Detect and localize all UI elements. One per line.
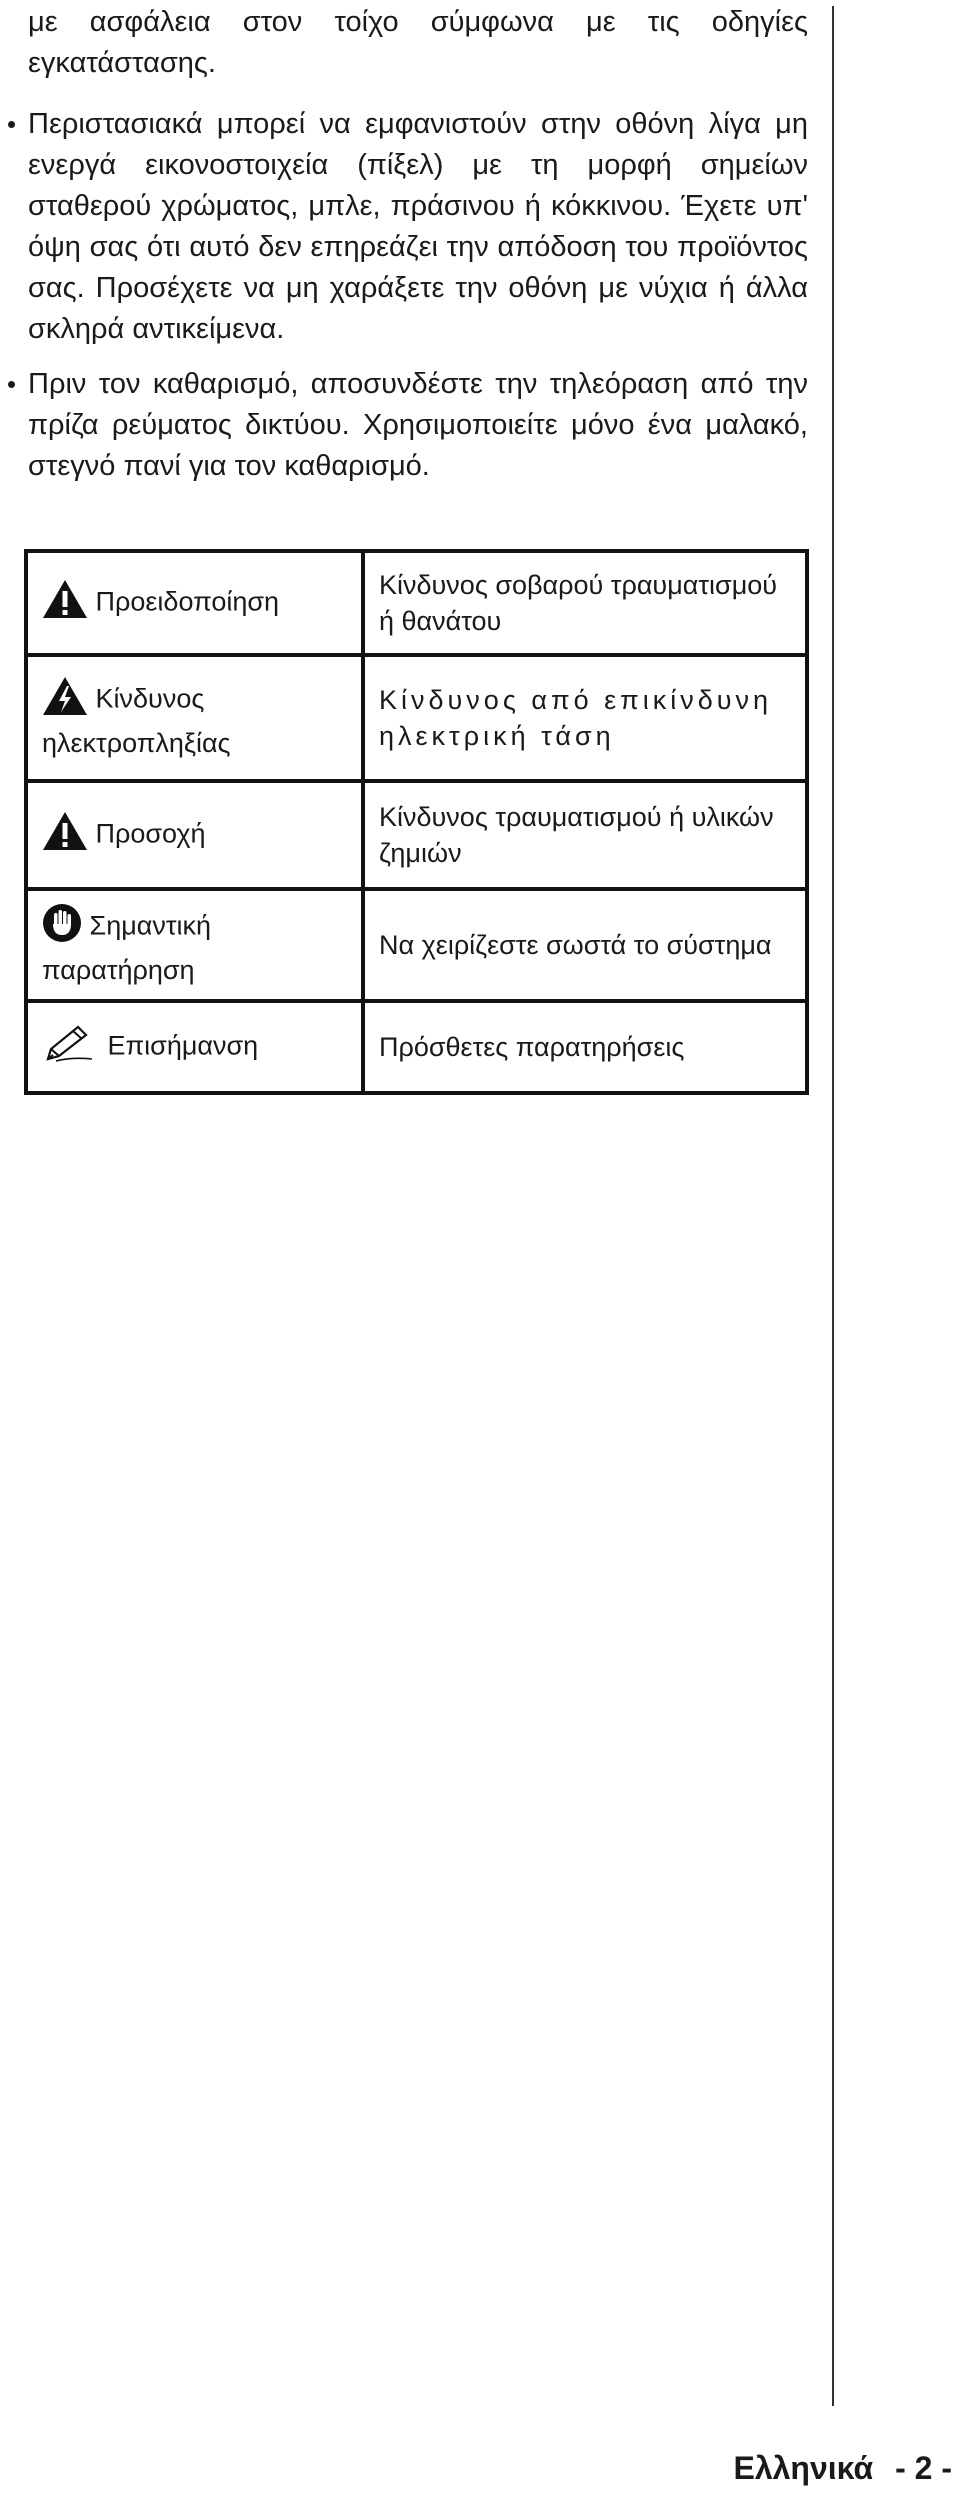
hand-stop-icon (42, 903, 82, 952)
bullet-dead-pixels: Περιστασιακά μπορεί να εμφανιστούν στην οθόνη λίγα μη ενεργά εικονοστοιχεία (πίξελ) με τη μορφή σημείων σταθερού χρώματος, μπλε, πράσινου ή κόκκινου. Έχετε υπ' όψη σας ότι αυτό δεν επηρεάζει την απόδοση του προϊόντος σας. Προσέχετε να μη χαράξετε την οθόνη με νύχια ή άλλα σκληρά αντικείμενα. (8, 104, 808, 350)
symbol-term: Σημαντική παρατήρηση (42, 910, 212, 985)
caution-triangle-icon (42, 811, 88, 860)
warning-triangle-icon (42, 579, 88, 628)
bullet-cleaning: Πριν τον καθαρισμό, αποσυνδέστε την τηλεόραση από την πρίζα ρεύματος δικτύου. Χρησιμοποιείτε μόνο ένα μαλακό, στεγνό πανί για τον καθαρισμό. (8, 364, 808, 487)
page-footer (733, 2450, 952, 2487)
symbol-term: Προσοχή (95, 818, 206, 849)
symbol-cell (26, 551, 363, 655)
table-row (26, 655, 807, 781)
symbol-term: Επισήμανση (107, 1030, 259, 1061)
footer-language: Ελληνικά (733, 2450, 874, 2486)
symbol-meaning: Πρόσθετες παρατηρήσεις (363, 1001, 807, 1093)
symbol-term: Προειδοποίηση (95, 586, 280, 617)
table-row (26, 889, 807, 1001)
symbol-cell (26, 1001, 363, 1093)
table-row (26, 781, 807, 889)
main-text-column (28, 0, 808, 487)
symbol-meaning: Κίνδυνος σοβαρού τραυματισμού ή θανάτου (363, 551, 807, 655)
table-row (26, 551, 807, 655)
symbol-meaning: Κίνδυνος τραυματισμού ή υλικών ζημιών (363, 781, 807, 889)
symbol-cell (26, 781, 363, 889)
symbol-meaning: Κίνδυνος από επικίνδυνη ηλεκτρική τάση (363, 655, 807, 781)
symbol-cell (26, 889, 363, 1001)
symbols-table (24, 549, 809, 1095)
symbol-term: Κίνδυνος ηλεκτροπληξίας (42, 683, 231, 758)
continued-paragraph: με ασφάλεια στον τοίχο σύμφωνα με τις οδηγίες εγκατάστασης. (28, 6, 808, 79)
pencil-note-icon (42, 1023, 100, 1072)
symbol-meaning: Να χειρίζεστε σωστά το σύστημα (363, 889, 807, 1001)
electric-shock-icon (42, 676, 88, 725)
symbol-cell (26, 655, 363, 781)
table-row (26, 1001, 807, 1093)
page-number: - 2 - (895, 2450, 952, 2486)
column-divider (832, 6, 834, 2406)
